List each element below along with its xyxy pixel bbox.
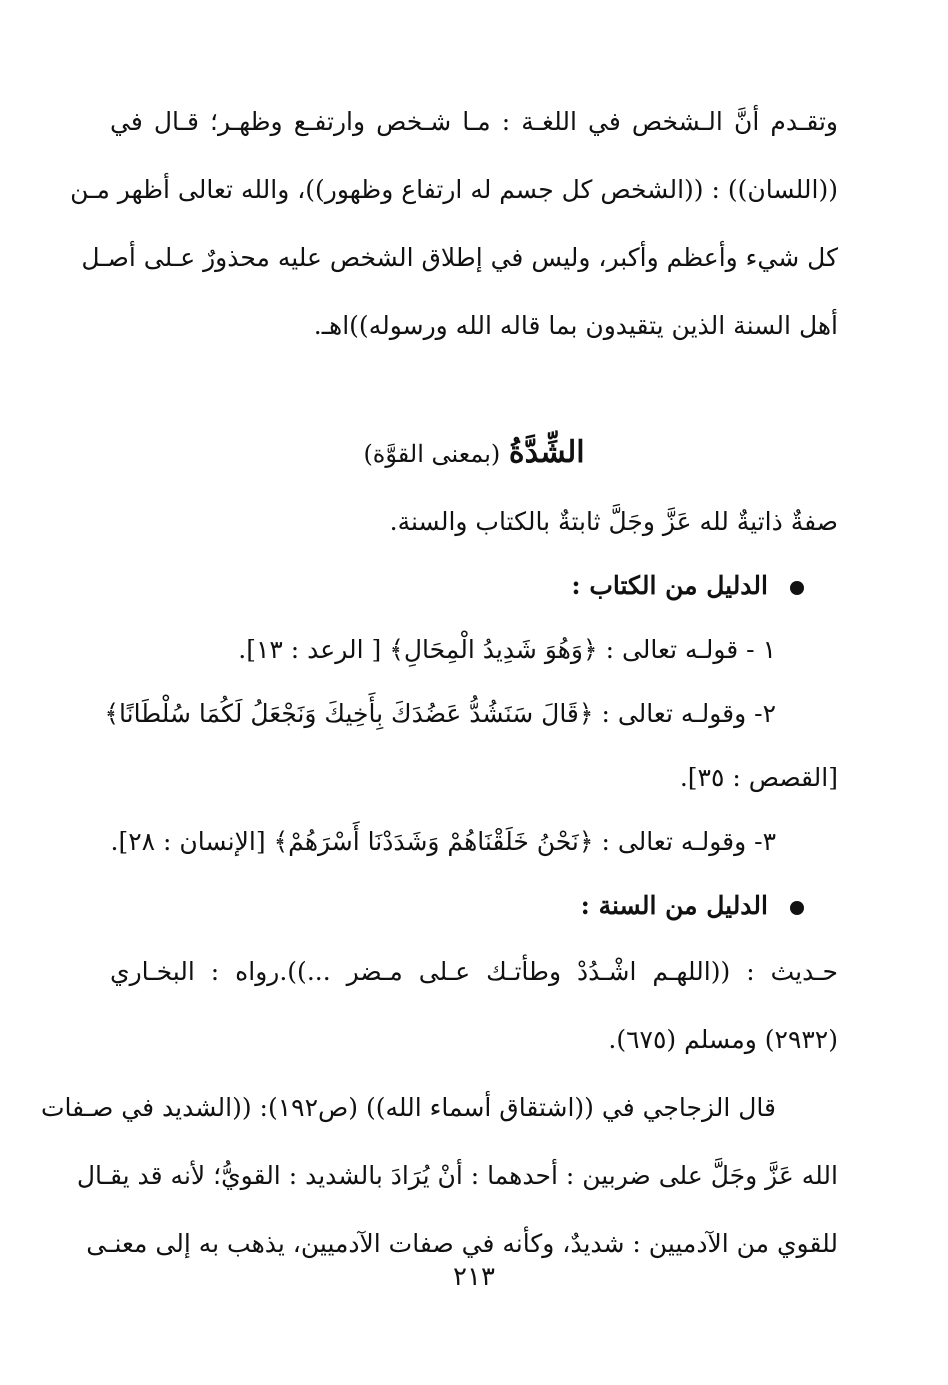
section-title: الشِّدَّةُ [508, 435, 585, 470]
spacer [110, 360, 838, 416]
quote-line: قال الزجاجي في ((اشتقاق أسماء الله)) (ص١٩٢): ((الشديد في صـفات [40, 1093, 776, 1122]
bullet-icon [790, 901, 804, 915]
section-heading [110, 416, 838, 490]
text-line: ((اللسان)) : ((الشخص كل جسم له ارتفاع وظهور))، والله تعالى أظهر مـن [70, 175, 838, 204]
text-line: أهل السنة الذين يتقيدون بما قاله الله ورسوله))اهـ. [313, 311, 838, 340]
page-number: ٢١٣ [453, 1262, 495, 1292]
evidence-item: [القصص : ٣٥]. [679, 763, 838, 792]
text-line: كل شيء وأعظم وأكبر، وليس في إطلاق الشخص عليه محذورٌ عـلى أصـل [81, 243, 838, 272]
hadith-line: (٢٩٣٢) ومسلم (٦٧٥). [608, 1025, 838, 1054]
hadith-line: حـديث : ((اللهـم اشْـدُدْ وطأتـك عـلى مـضر ...)).رواه : البخـاري [110, 957, 838, 986]
intro-paragraph [70, 88, 838, 360]
section-title-note: (بمعنى القوَّة) [363, 440, 501, 468]
book-evidence-heading [110, 554, 838, 618]
evidence-item: ٢- وقولـه تعالى : ﴿قَالَ سَنَشُدُّ عَضُدَكَ بِأَخِيكَ وَنَجْعَلُ لَكُمَا سُلْطَانًا﴾ [104, 699, 776, 728]
evidence-item: ٣- وقولـه تعالى : ﴿نَحْنُ خَلَقْنَاهُمْ وَشَدَدْنَا أَسْرَهُمْ﴾ [الإنسان : ٢٨]. [110, 827, 776, 856]
sunnah-evidence-heading [110, 874, 838, 938]
page-body [40, 88, 838, 1278]
book-evidence-label: الدليل من الكتاب : [571, 571, 768, 600]
quote-line: الله عَزَّ وجَلَّ على ضربين : أحدهما : أنْ يُرَادَ بالشديد : القويُّ؛ لأنه قد يقـال [76, 1161, 838, 1190]
bullet-icon [790, 581, 804, 595]
text-line: وتقـدم أنَّ الـشخص في اللغـة : مـا شـخص وارتفـع وظهـر؛ قـال في [110, 107, 838, 136]
quote-line: للقوي من الآدميين : شديدٌ، وكأنه في صفات الآدميين، يذهب به إلى معنـى [86, 1229, 838, 1258]
section-summary: صفةٌ ذاتيةٌ لله عَزَّ وجَلَّ ثابتةٌ بالكتاب والسنة. [389, 507, 838, 536]
evidence-item: ١ - قولـه تعالى : ﴿وَهُوَ شَدِيدُ الْمِحَالِ﴾ [ الرعد : ١٣]. [238, 635, 776, 664]
sunnah-evidence-label: الدليل من السنة : [580, 891, 768, 920]
